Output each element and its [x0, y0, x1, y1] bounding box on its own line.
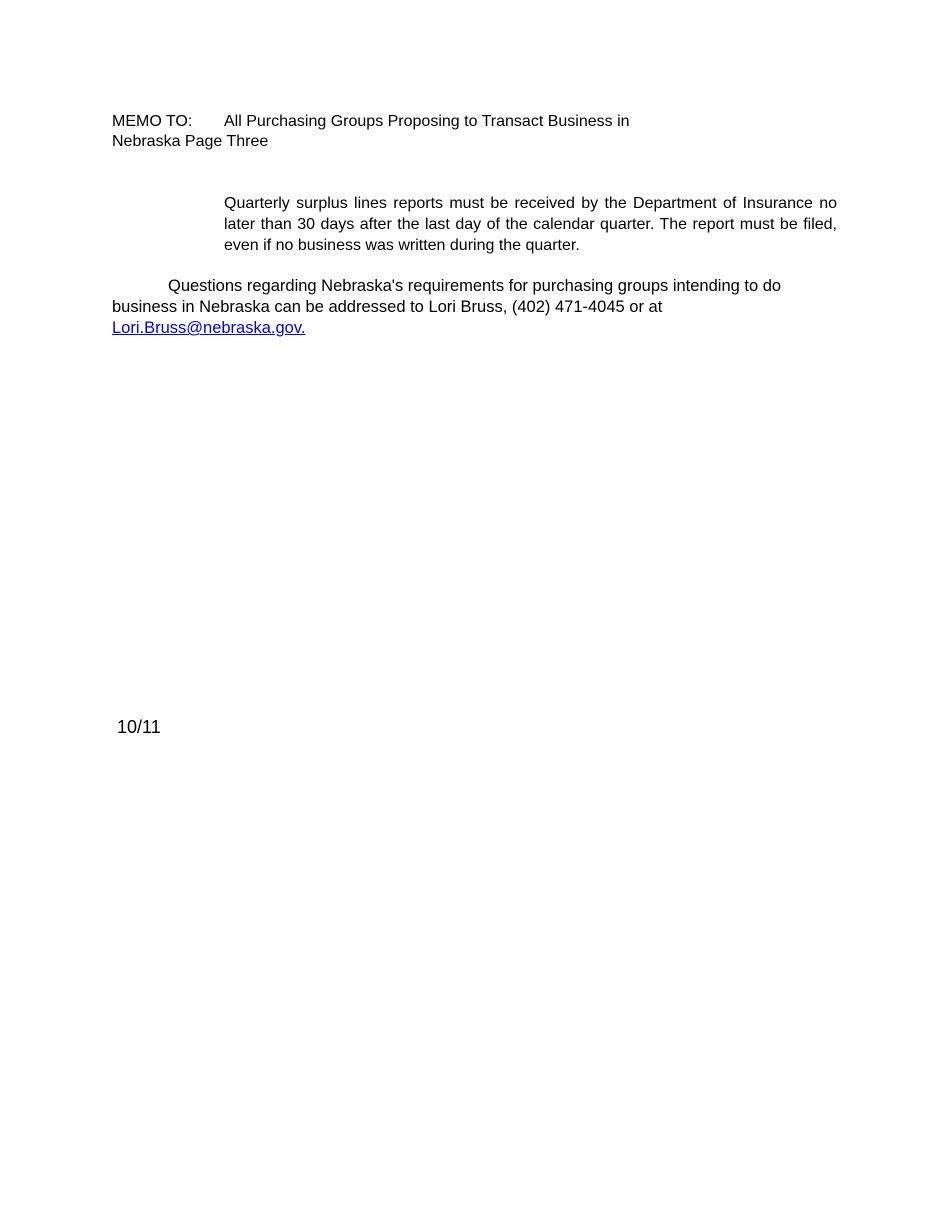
questions-text: Questions regarding Nebraska's requirements for purchasing groups intending to do business in Nebraska can be addressed to Lori Bruss, (402) 471-4045 or at: [112, 277, 782, 316]
memo-header: [112, 112, 672, 152]
contact-email-link[interactable]: Lori.Bruss@nebraska.gov.: [112, 319, 306, 337]
memo-recipient: All Purchasing Groups Proposing to Transact Business in: [224, 113, 630, 130]
page-continuation: Nebraska Page Three: [112, 133, 269, 150]
revision-code: 10/11: [117, 717, 161, 737]
memo-to-line: [112, 112, 672, 132]
memo-to-label: MEMO TO:: [112, 113, 193, 130]
reporting-paragraph: Quarterly surplus lines reports must be received by the Department of Insurance no later than 30 days after the last day of the calendar quarter. The report must be filed, even if no business was written during the quarter.: [224, 195, 837, 254]
questions-paragraph: [112, 276, 837, 339]
